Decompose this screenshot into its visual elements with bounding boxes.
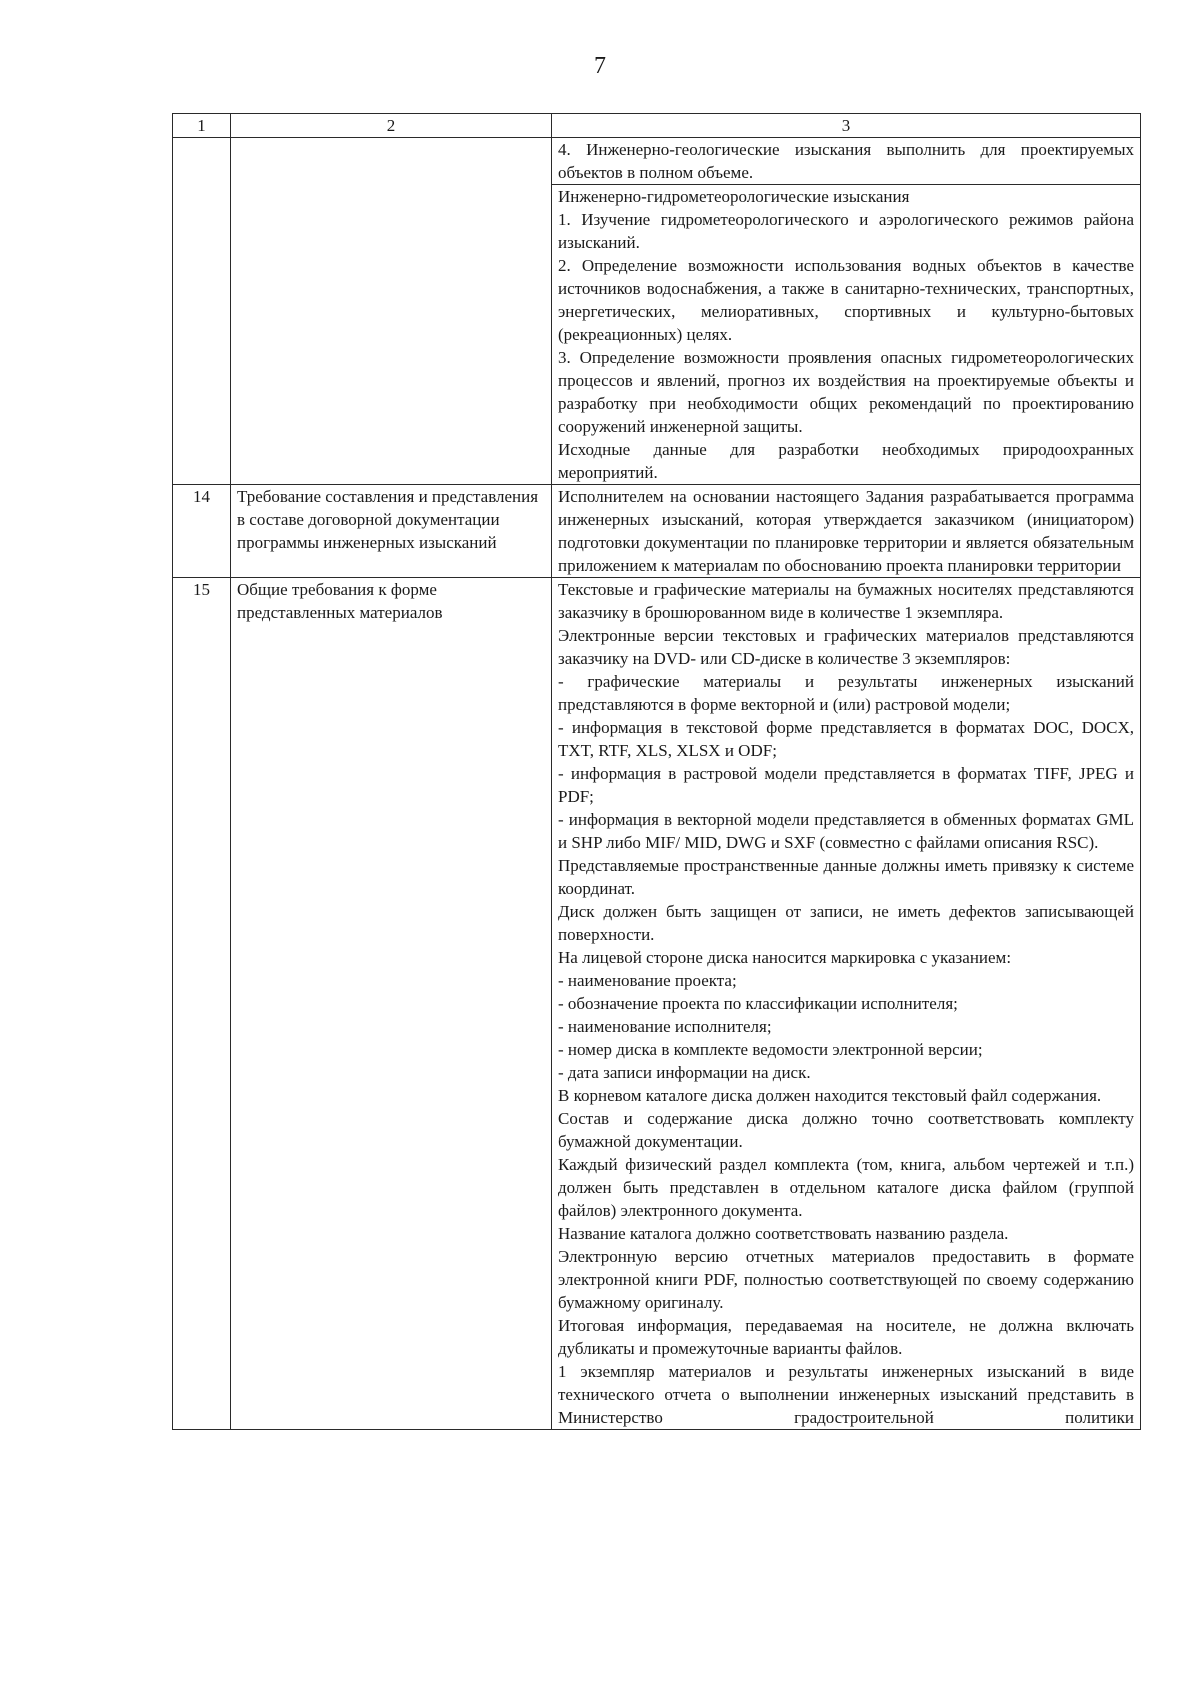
row-content-cell: [552, 185, 1141, 485]
paragraph: - дата записи информации на диск.: [558, 1063, 811, 1082]
paragraph: 1 экземпляр материалов и результаты инженерных изысканий в виде технического отчета о выполнении инженерных изысканий представить в Министерство градостроительной политики: [558, 1362, 1134, 1427]
paragraph: Состав и содержание диска должно точно соответствовать комплекту бумажной документации.: [558, 1109, 1134, 1151]
row-title: Требование составления и представления в составе договорной документации программы инженерных изысканий: [231, 485, 552, 578]
requirements-table: [172, 113, 1141, 1430]
paragraph: - графические материалы и результаты инженерных изысканий представляются в форме векторной и (или) растровой модели;: [558, 672, 1134, 714]
paragraph: 4. Инженерно-геологические изыскания выполнить для проектируемых объектов в полном объеме.: [558, 140, 1134, 182]
paragraph: - информация в векторной модели представляется в обменных форматах GML и SHP либо MIF/ MID, DWG и SXF (совместно с файлами описания RSC).: [558, 810, 1134, 852]
paragraph: 2. Определение возможности использования водных объектов в качестве источников водоснабжения, а также в санитарно-технических, транспортных, энергетических, мелиоративных, спортивных и культурно-бытовых (рекреационных) целях.: [558, 256, 1134, 344]
paragraph: - информация в растровой модели представляется в форматах TIFF, JPEG и PDF;: [558, 764, 1134, 806]
paragraph: Исходные данные для разработки необходимых природоохранных мероприятий.: [558, 440, 1134, 482]
paragraph: Электронные версии текстовых и графических материалов представляются заказчику на DVD- или CD-диске в количестве 3 экземпляров:: [558, 626, 1134, 668]
row-content-cell: [552, 138, 1141, 185]
paragraph: Каждый физический раздел комплекта (том, книга, альбом чертежей и т.п.) должен быть представлен в отдельном каталоге диска файлом (группой файлов) электронного документа.: [558, 1155, 1134, 1220]
paragraph: Исполнителем на основании настоящего Задания разрабатывается программа инженерных изысканий, которая утверждается заказчиком (инициатором) подготовки документации по планировке территории и является обязательным приложением к материалам по обоснованию проекта планировки территории: [558, 487, 1134, 575]
paragraph: Представляемые пространственные данные должны иметь привязку к системе координат.: [558, 856, 1134, 898]
paragraph: На лицевой стороне диска наносится маркировка с указанием:: [558, 948, 1012, 967]
row-title: Общие требования к форме представленных материалов: [231, 578, 552, 1430]
paragraph: В корневом каталоге диска должен находится текстовый файл содержания.: [558, 1086, 1102, 1105]
paragraph: - наименование проекта;: [558, 971, 737, 990]
paragraph: 3. Определение возможности проявления опасных гидрометеорологических процессов и явлений, прогноз их воздействия на проектируемые объекты и разработку при необходимости общих рекомендаций по проектированию сооружений инженерной защиты.: [558, 348, 1134, 436]
paragraph: Итоговая информация, передаваемая на носителе, не должна включать дубликаты и промежуточные варианты файлов.: [558, 1316, 1134, 1358]
paragraph: - наименование исполнителя;: [558, 1017, 772, 1036]
row-number-cell: [173, 138, 231, 485]
row-content-cell: [552, 578, 1141, 1430]
paragraph: Название каталога должно соответствовать названию раздела.: [558, 1224, 1009, 1243]
row-number: 15: [173, 578, 231, 1430]
paragraph: Инженерно-гидрометеорологические изыскания: [558, 187, 910, 206]
paragraph: - обозначение проекта по классификации исполнителя;: [558, 994, 958, 1013]
table-header-row: [173, 114, 1141, 138]
table-row-15: [173, 578, 1141, 1430]
row-content-cell: [552, 485, 1141, 578]
paragraph: Электронную версию отчетных материалов предоставить в формате электронной книги PDF, полностью соответствующей по своему содержанию бумажному оригиналу.: [558, 1247, 1134, 1312]
paragraph: - информация в текстовой форме представляется в форматах DOC, DOCX, TXT, RTF, XLS, XLSX и ODF;: [558, 718, 1134, 760]
paragraph: Текстовые и графические материалы на бумажных носителях представляются заказчику в брошюрованном виде в количестве 1 экземпляра.: [558, 580, 1134, 622]
paragraph: 1. Изучение гидрометеорологического и аэрологического режимов района изысканий.: [558, 210, 1134, 252]
column-header-3: 3: [552, 114, 1141, 138]
column-header-1: 1: [173, 114, 231, 138]
column-header-2: 2: [231, 114, 552, 138]
row-number: 14: [173, 485, 231, 578]
row-title-cell: [231, 138, 552, 485]
table-row-14: [173, 485, 1141, 578]
table-row-continued: [173, 138, 1141, 185]
page-number: 7: [594, 53, 606, 79]
paragraph: Диск должен быть защищен от записи, не иметь дефектов записывающей поверхности.: [558, 902, 1134, 944]
paragraph: - номер диска в комплекте ведомости электронной версии;: [558, 1040, 983, 1059]
